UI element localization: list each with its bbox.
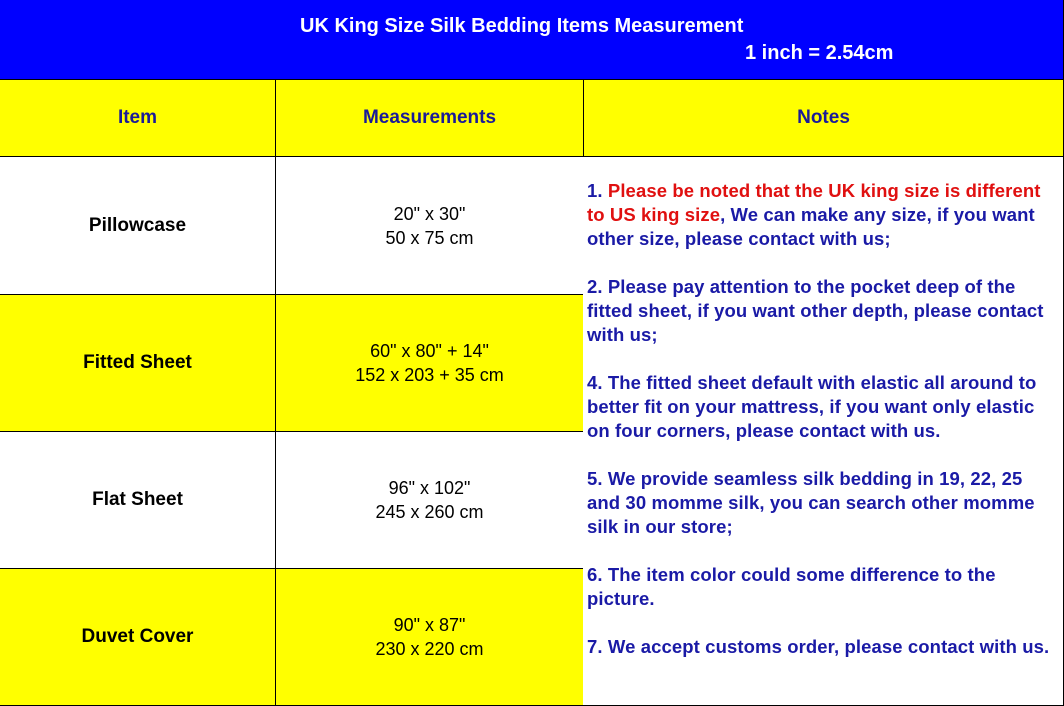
item-name: Duvet Cover [81, 626, 194, 647]
header-item [0, 80, 276, 157]
note-highlight: Please be noted that the UK king size is different to US king size [587, 180, 1041, 225]
title-bar [0, 0, 1063, 80]
item-name: Pillowcase [88, 214, 187, 236]
table-row-measurement [276, 432, 584, 569]
sheet-title: UK King Size Silk Bedding Items Measurement [300, 15, 744, 37]
measurement-inch: 60" x 80" + 14" [370, 341, 489, 361]
measurement-cm: 50 x 75 cm [385, 227, 474, 248]
table-row-item [0, 569, 276, 706]
note-5 [587, 467, 1059, 539]
header-measurements [276, 80, 584, 157]
table-row-measurement [276, 295, 584, 432]
table-row-item [0, 432, 276, 569]
note-2 [587, 275, 1059, 347]
header-item-label: Item [117, 107, 158, 128]
note-text: 7. We accept customs order, please contact with us. [587, 636, 1050, 657]
measurement-inch: 20" x 30" [393, 203, 466, 224]
note-4 [587, 371, 1059, 443]
item-name: Fitted Sheet [83, 352, 192, 373]
table-row-measurement [276, 157, 584, 295]
note-text: 2. Please pay attention to the pocket deep of the fitted sheet, if you want other depth, please contact with us; [587, 276, 1044, 345]
measurement-cm: 230 x 220 cm [375, 639, 484, 659]
table-row-item [0, 157, 276, 295]
table-row-item [0, 295, 276, 432]
table-row-measurement [276, 569, 584, 706]
measurement-cm: 152 x 203 + 35 cm [355, 365, 504, 385]
measurement-cm: 245 x 260 cm [375, 502, 484, 522]
note-7 [587, 635, 1059, 659]
note-text: , We can make any size, if you want other size, please contact with us; [587, 204, 1035, 249]
notes-panel [583, 157, 1063, 705]
header-notes [584, 80, 1063, 157]
note-number: 1. [587, 180, 608, 201]
note-6 [587, 563, 1059, 611]
conversion-note: 1 inch = 2.54cm [745, 42, 894, 64]
note-text: 5. We provide seamless silk bedding in 19, 22, 25 and 30 momme silk, you can search other momme silk in our store; [587, 468, 1035, 537]
measurement-inch: 96" x 102" [388, 478, 471, 498]
note-text: 6. The item color could some difference to the picture. [587, 564, 996, 609]
header-notes-label: Notes [797, 107, 850, 128]
header-measurements-label: Measurements [362, 107, 497, 128]
note-text: 4. The fitted sheet default with elastic all around to better fit on your mattress, if you want only elastic on four corners, please contact with us. [587, 372, 1037, 441]
measurement-inch: 90" x 87" [393, 615, 466, 635]
item-name: Flat Sheet [92, 489, 183, 510]
note-1 [587, 179, 1059, 251]
